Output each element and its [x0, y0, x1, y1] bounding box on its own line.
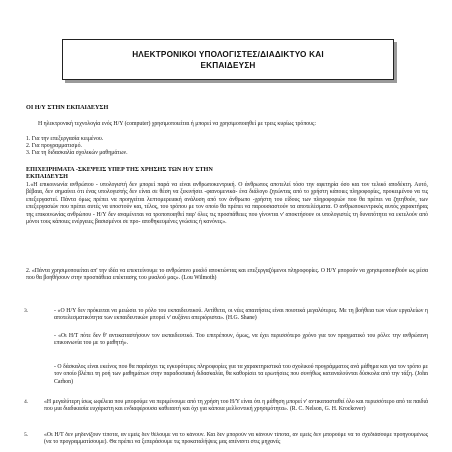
- item-number: 5.: [24, 432, 29, 438]
- numbered-item-text: - «Οι Η/Τ πότε δεν θ' αντικαταστήσουν τον εκπαιδευτικό. Του επιτρέπουν, όμως, να έχει περισσότερο χρόνο για τον πραγματικό του ρόλο: την ανθρώπινη επικοινωνία του με το μαθητή».: [54, 333, 428, 347]
- section2-heading-line-2: ΕΚΠΑΙΔΕΥΣΗ: [26, 173, 68, 181]
- title-box: [62, 39, 394, 80]
- list-item: 2. Για προγραμματισμό.: [26, 143, 82, 150]
- item-number: 3.: [24, 308, 29, 314]
- title-line-1: ΗΛΕΚΤΡΟΝΙΚΟΙ ΥΠΟΛΟΓΙΣΤΕΣ/ΔΙΑΔΙΚΤΥΟ ΚΑΙ: [132, 49, 324, 59]
- numbered-item-text: «Η μεγαλύτερη ίσως ωφέλεια που μπορούμε να περιμένουμε από τη χρήση του Η/Υ είναι ότι η μάθηση μπορεί ν' αντικατασταθεί όλο και περισσότερο από τα παιδιά που μια διαδικασία ευχάριστη και ενδιαφέρουσα καθεαυτή και όχι για κάποια μελλοντική χρησιμότητα». (R. C. Nelson, G. H. Krockover): [44, 399, 428, 413]
- section1-intro: Η ηλεκτρονική τεχνολογία ενός Η/Υ (computer) χρησιμοποιείται ή μπορεί να χρησιμοποιηθεί με τρεις κυρίως τρόπους:: [38, 121, 316, 127]
- list-item: 1. Για την επεξεργασία κειμένου.: [26, 136, 104, 142]
- numbered-item-text: - «Ο Η/Υ δεν πρόκειται να μειώσει το ρόλο του εκπαιδευτικού. Αντίθετα, οι νέες απαιτήσεις είναι ποιοτικά μεγαλύτερες. Με τη βοήθεια των νέων εργαλείων η αποτελεσματικότητα των εκπαιδευτικών μπορεί ν' αυξάνει απεριόριστα». (H.G. Shane): [54, 308, 428, 322]
- numbered-item-text: «Οι Η/Τ δεν μηδενίζουν τίποτα, αν εμείς δεν θέλουμε να το κάνουν. Και δεν μπορούν να κάνουν τίποτα, αν εμείς δεν μπορούμε να το σχεδιάσουμε προηγουμένως (να το προγραμματίσουμε). Θα πρέπει να ξεπεράσουμε τις προκαταλήψεις μας απέναντι στις μηχανές: [44, 432, 428, 446]
- numbered-item-text: - Ο δάσκαλος είναι εκείνος που θα παράσχει τις εγκυρότερες πληροφορίες για τα χαρακτηριστικά του σχολικού προγράμματος ανά μάθημα και για τον τρόπο με τον οποίο βλέπει τη ροή των μαθημάτων στην παραδοσιακή διδασκαλία, θα καθορίσει τα ερωτήσεις που συνήθως καταναλούνται δύσκολα από την τάξη. (John Carhon): [54, 364, 428, 385]
- section1-list: [26, 136, 128, 158]
- item-number: 4.: [24, 399, 29, 405]
- list-item: 3. Για τη διδασκαλία σχολικών μαθημάτων.: [26, 150, 128, 157]
- section2-paragraph-2: 2. «Πάντα χρησιμοποιείται απ' την ιδέα να επεκτείνουμε το ανθρώπινο μυαλό αποκτώντας και επεξεργαζόμενοι πληροφορίες. Ο Η/Υ μπορούν να χρησιμοποιηθούν ως μέσα που θα βοηθήσουν στην προσπάθεια επέκτασης του μυαλού μας». (Lou Wilmoth): [26, 268, 428, 282]
- section2-heading: [26, 166, 213, 181]
- section2-heading-line-1: ΕΠΙΧΕΙΡΗΜΑΤΑ -ΣΚΕΨΕΙΣ ΥΠΕΡ ΤΗΣ ΧΡΗΣΗΣ ΤΩΝ Η/Υ ΣΤΗΝ: [26, 166, 213, 173]
- section1-heading: ΟΙ Η/Υ ΣΤΗΝ ΕΚΠΑΙΔΕΥΣΗ: [26, 104, 109, 111]
- title-line-2: ΕΚΠΑΙΔΕΥΣΗ: [200, 60, 256, 70]
- section2-paragraph-1: 1.«Η επικοινωνία ανθρώπου - υπολογιστή δεν μπορεί παρά να είναι ανθρωποκεντρική. Ο άνθρωπος αποτελεί τόσο την αφετηρία όσο και τον τελικό αποδέκτη. Αυτό, βέβαια, δεν σημαίνει ότι ένας υπολογιστής δεν είναι σε θέση να ξεκινήσει -φαινομενικά- ένα διάλογο ζητώντας από το χρήστη κάποιες πληροφορίες, προκειμένου να τις επεξεργαστεί. Πάντα όμως πρέπει να προηγείται λεπτομερειακή ανάλυση από τον άνθρωπο -χρήστη του είδους των πληροφοριών που θα πρέπει να ζητηθούν, των επεξεργασιών που πρέπει αυτές να υποστούν και, τέλος, του τρόπου με τον οποίο θα πρέπει να παρουσιαστούν τα αποτελέσματα. Ο ανθρωποκεντρικός αυτός χαρακτήρας της επικοινωνίας ανθρώπου - Η/Υ δεν αναμένεται να τροποποιηθεί παρ' όλες τις προσπάθειες που γίνονται ν' αποκτήσουν οι υπολογιστές τη δυνατότητα να εκτελούν από μόνοι τους κάποιες ενέργειες βασισμένοι σε προ- αποθηκευμένες γνώσεις ή κανόνες».: [26, 182, 428, 226]
